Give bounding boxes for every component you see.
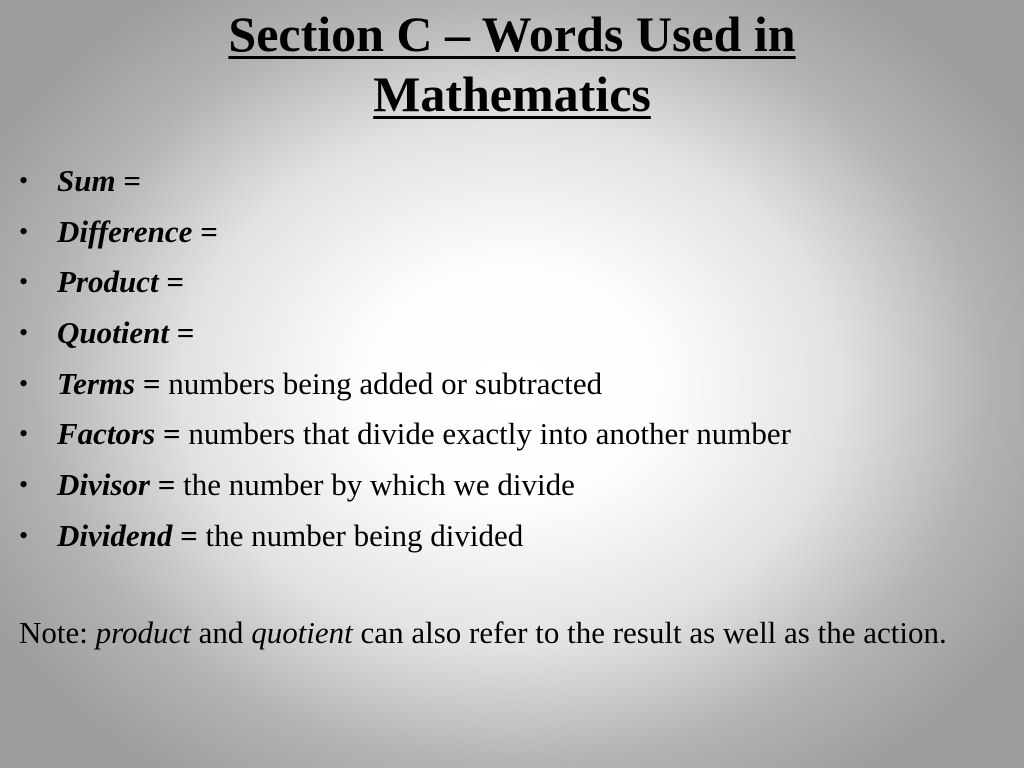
bullet-icon: •: [19, 368, 29, 398]
note-and: and: [198, 615, 244, 650]
equals-sign: =: [123, 163, 142, 198]
term: Product: [57, 264, 159, 300]
list-item-terms: [0, 359, 1010, 410]
bullet-icon: •: [19, 470, 29, 500]
definition: the number being divided: [205, 517, 524, 553]
bullet-icon: •: [19, 419, 29, 449]
bullet-icon: •: [19, 267, 29, 297]
term: Quotient: [57, 315, 169, 351]
list-item-sum: [0, 156, 1010, 207]
list-item-divisor: [0, 460, 1010, 511]
note-word-quotient: quotient: [251, 615, 353, 650]
list-item-factors: [0, 409, 1010, 460]
term: Terms: [57, 365, 136, 401]
definition: numbers being added or subtracted: [168, 365, 603, 401]
equals-sign: =: [142, 365, 161, 401]
list-item-quotient: [0, 308, 1010, 359]
slide-title: [0, 4, 1024, 124]
bullet-icon: •: [19, 216, 29, 246]
bullet-icon: •: [19, 520, 29, 550]
list-item-product: [0, 257, 1010, 308]
term: Sum: [57, 163, 116, 198]
term: Factors: [57, 416, 156, 452]
bullet-icon: •: [19, 166, 29, 195]
note-prefix: Note:: [19, 615, 88, 650]
slide-title-line-1: Section C – Words Used in: [228, 6, 796, 62]
note-paragraph: [19, 612, 1024, 654]
equals-sign: =: [180, 517, 198, 553]
term: Dividend: [57, 517, 173, 553]
note-word-product: product: [95, 615, 191, 650]
list-item-dividend: [0, 511, 1010, 562]
equals-sign: =: [166, 264, 185, 300]
equals-sign: =: [157, 467, 176, 503]
equals-sign: =: [200, 213, 218, 249]
equals-sign: =: [162, 416, 181, 452]
definition: numbers that divide exactly into another number: [188, 416, 791, 452]
definitions-list: [0, 156, 1010, 562]
equals-sign: =: [176, 315, 195, 351]
note-rest: can also refer to the result as well as the action.: [360, 615, 947, 650]
term: Divisor: [57, 467, 150, 503]
term: Difference: [57, 213, 193, 249]
slide-title-line-2: Mathematics: [373, 66, 651, 122]
bullet-icon: •: [19, 318, 29, 348]
definition: the number by which we divide: [183, 467, 575, 503]
list-item-difference: [0, 207, 1010, 258]
